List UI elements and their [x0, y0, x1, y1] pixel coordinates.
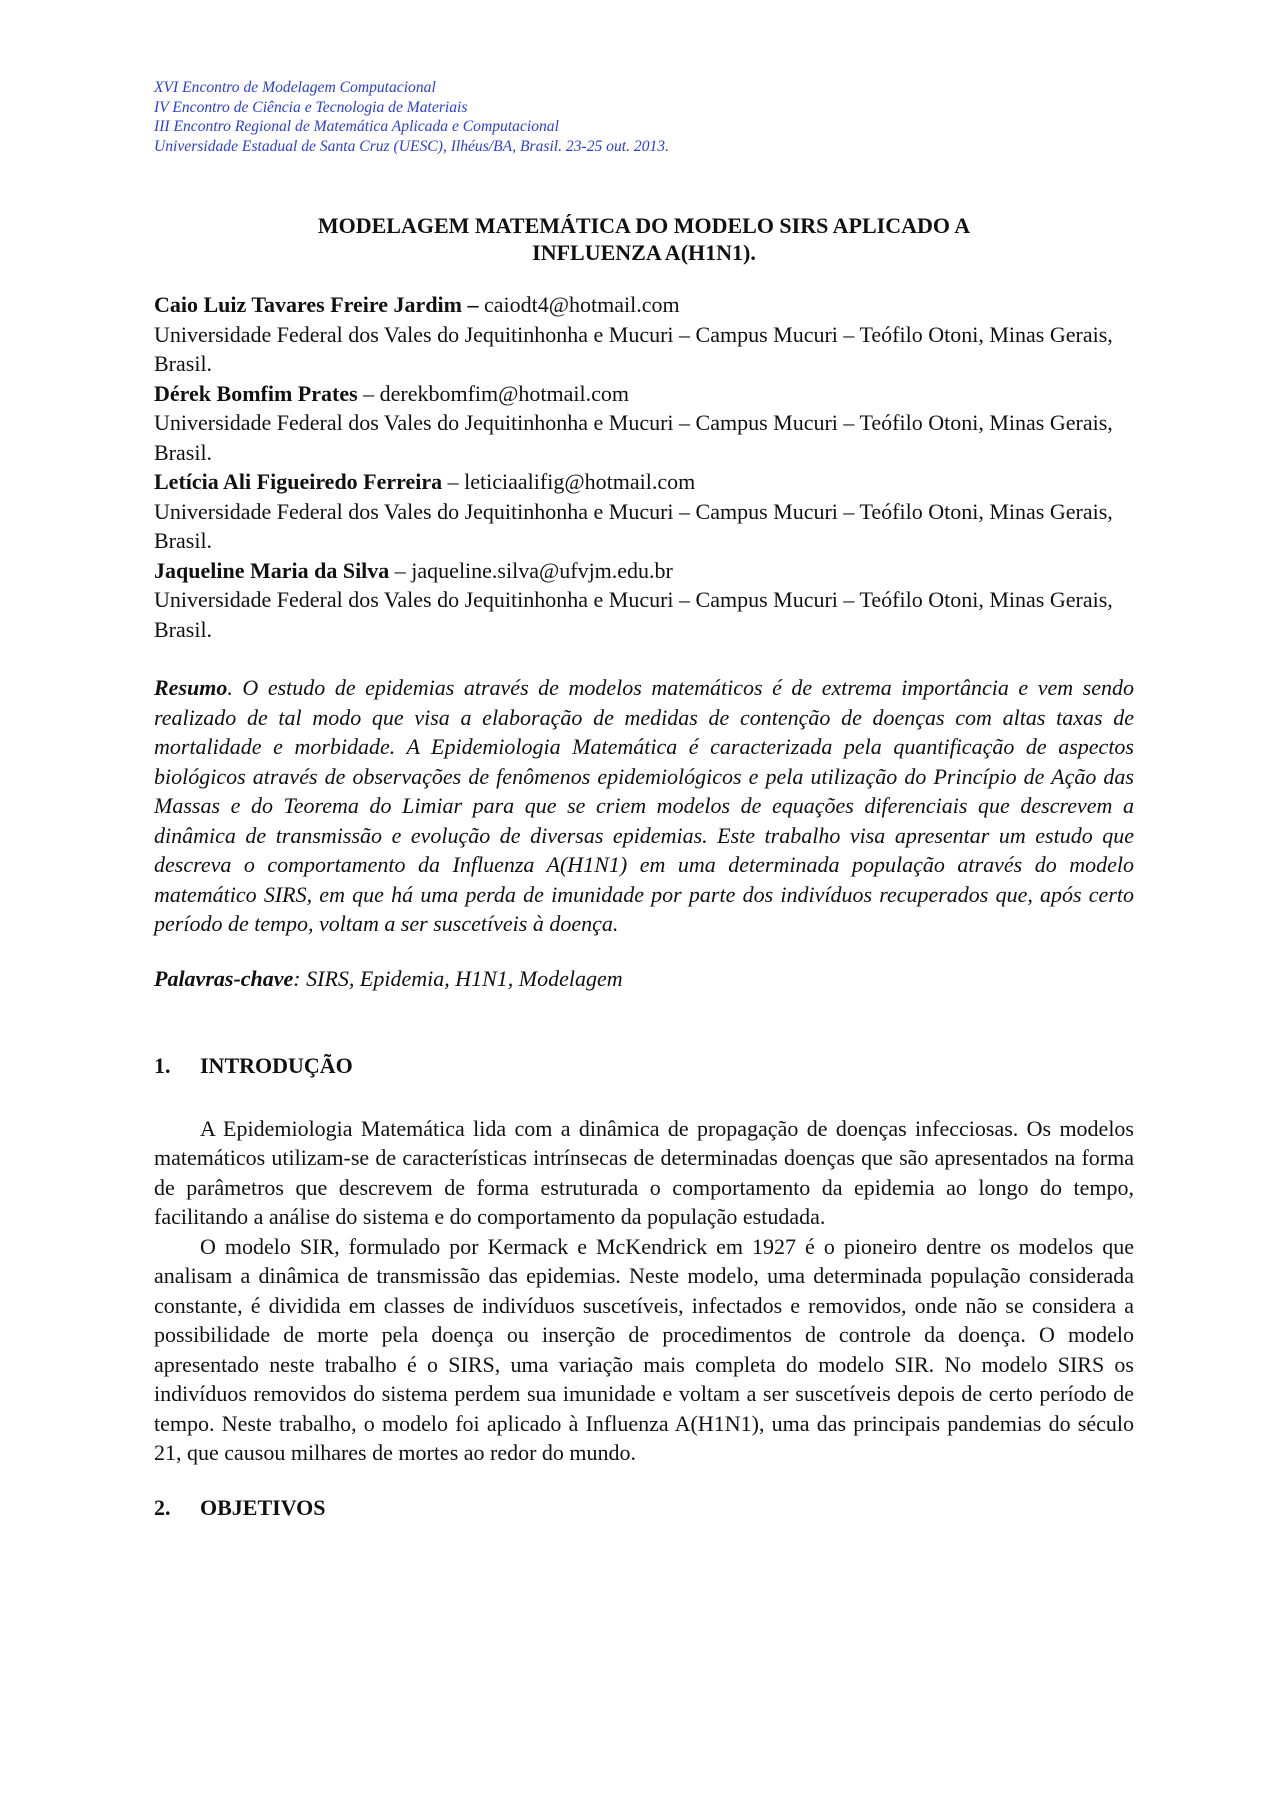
- conference-line-3: III Encontro Regional de Matemática Aplicada e Computacional: [154, 118, 559, 135]
- conference-line-4: Universidade Estadual de Santa Cruz (UESC), Ilhéus/BA, Brasil. 23-25 out. 2013.: [154, 137, 669, 155]
- paragraph: A Epidemiologia Matemática lida com a dinâmica de propagação de doenças infecciosas. Os modelos matemáticos utilizam-se de características intrínsecas de determinadas doenças que são apresentados na forma de parâmetros que descrevem de forma estruturada o comportamento da epidemia ao longo do tempo, facilitando a análise do sistema e do comportamento da população estudada.: [154, 1115, 1134, 1229]
- paper-page: [154, 78, 1134, 1522]
- conference-line-2: IV Encontro de Ciência e Tecnologia de Materiais: [154, 98, 468, 116]
- author-block: [154, 290, 1134, 379]
- section-number: 2.: [154, 1494, 171, 1520]
- author-email: – derekbomfim@hotmail.com: [363, 380, 630, 406]
- abstract: [154, 673, 1134, 939]
- author-affiliation: Universidade Federal dos Vales do Jequitinhonha e Mucuri – Campus Mucuri – Teófilo Otoni, Minas Gerais, Brasil.: [154, 587, 1113, 642]
- author-block: [154, 467, 1134, 556]
- conference-header: [154, 78, 1134, 156]
- author-name: Letícia Ali Figueiredo Ferreira: [154, 469, 443, 494]
- title-line-2: INFLUENZA A(H1N1).: [532, 240, 756, 265]
- paper-title: [154, 212, 1134, 266]
- author-email: – jaqueline.silva@ufvjm.edu.br: [394, 557, 673, 583]
- author-affiliation: Universidade Federal dos Vales do Jequitinhonha e Mucuri – Campus Mucuri – Teófilo Otoni, Minas Gerais, Brasil.: [154, 321, 1113, 376]
- author-block: [154, 556, 1134, 645]
- author-email: – leticiaalifig@hotmail.com: [447, 469, 696, 494]
- keywords-label: Palavras-chave: [154, 965, 294, 991]
- introduction-body: [154, 1114, 1134, 1468]
- author-affiliation: Universidade Federal dos Vales do Jequitinhonha e Mucuri – Campus Mucuri – Teófilo Otoni, Minas Gerais, Brasil.: [154, 498, 1113, 553]
- conference-line-1: XVI Encontro de Modelagem Computacional: [154, 79, 436, 96]
- paragraph: O modelo SIR, formulado por Kermack e McKendrick em 1927 é o pioneiro dentre os modelos que analisam a dinâmica de transmissão das epidemias. Neste modelo, uma determinada população considerada constante, é dividida em classes de indivíduos suscetíveis, infectados e removidos, onde não se considera a possibilidade de morte pela doença ou inserção de procedimentos de controle da doença. O modelo apresentado neste trabalho é o SIRS, uma variação mais completa do modelo SIR. No modelo SIRS os indivíduos removidos do sistema perdem sua imunidade e voltam a ser suscetíveis depois de certo período de tempo. Neste trabalho, o modelo foi aplicado à Influenza A(H1N1), uma das principais pandemias do século 21, que causou milhares de mortes ao redor do mundo.: [154, 1233, 1134, 1465]
- keywords: [154, 964, 1134, 994]
- section-title: OBJETIVOS: [200, 1494, 326, 1520]
- author-name: Caio Luiz Tavares Freire Jardim –: [154, 292, 479, 317]
- section-heading-objetivos: [154, 1493, 1134, 1523]
- section-title: INTRODUÇÃO: [200, 1053, 353, 1078]
- author-affiliation: Universidade Federal dos Vales do Jequitinhonha e Mucuri – Campus Mucuri – Teófilo Otoni, Minas Gerais, Brasil.: [154, 410, 1113, 465]
- section-heading-introducao: [154, 1051, 1134, 1081]
- abstract-text: . O estudo de epidemias através de modelos matemáticos é de extrema importância e vem sendo realizado de tal modo que visa a elaboração de medidas de contenção de doenças com altas taxas de mortalidade e morbidade. A Epidemiologia Matemática é caracterizada pela quantificação de aspectos biológicos através de observações de fenômenos epidemiológicos e pela utilização do Princípio de Ação das Massas e do Teorema do Limiar para que se criem modelos de equações diferenciais que descrevem a dinâmica de transmissão e evolução de diversas epidemias. Este trabalho visa apresentar um estudo que descreva o comportamento da Influenza A(H1N1) em uma determinada população através do modelo matemático SIRS, em que há uma perda de imunidade por parte dos indivíduos recuperados que, após certo período de tempo, voltam a ser suscetíveis à doença.: [154, 675, 1134, 936]
- author-name: Jaqueline Maria da Silva: [154, 557, 390, 583]
- title-line-1: MODELAGEM MATEMÁTICA DO MODELO SIRS APLICADO A: [317, 213, 971, 238]
- author-email: caiodt4@hotmail.com: [484, 292, 680, 317]
- keywords-text: : SIRS, Epidemia, H1N1, Modelagem: [293, 965, 623, 991]
- abstract-label: Resumo: [154, 675, 228, 700]
- section-number: 1.: [154, 1053, 171, 1078]
- author-name: Dérek Bomfim Prates: [154, 380, 358, 406]
- author-block: [154, 379, 1134, 468]
- author-list: [154, 290, 1134, 644]
